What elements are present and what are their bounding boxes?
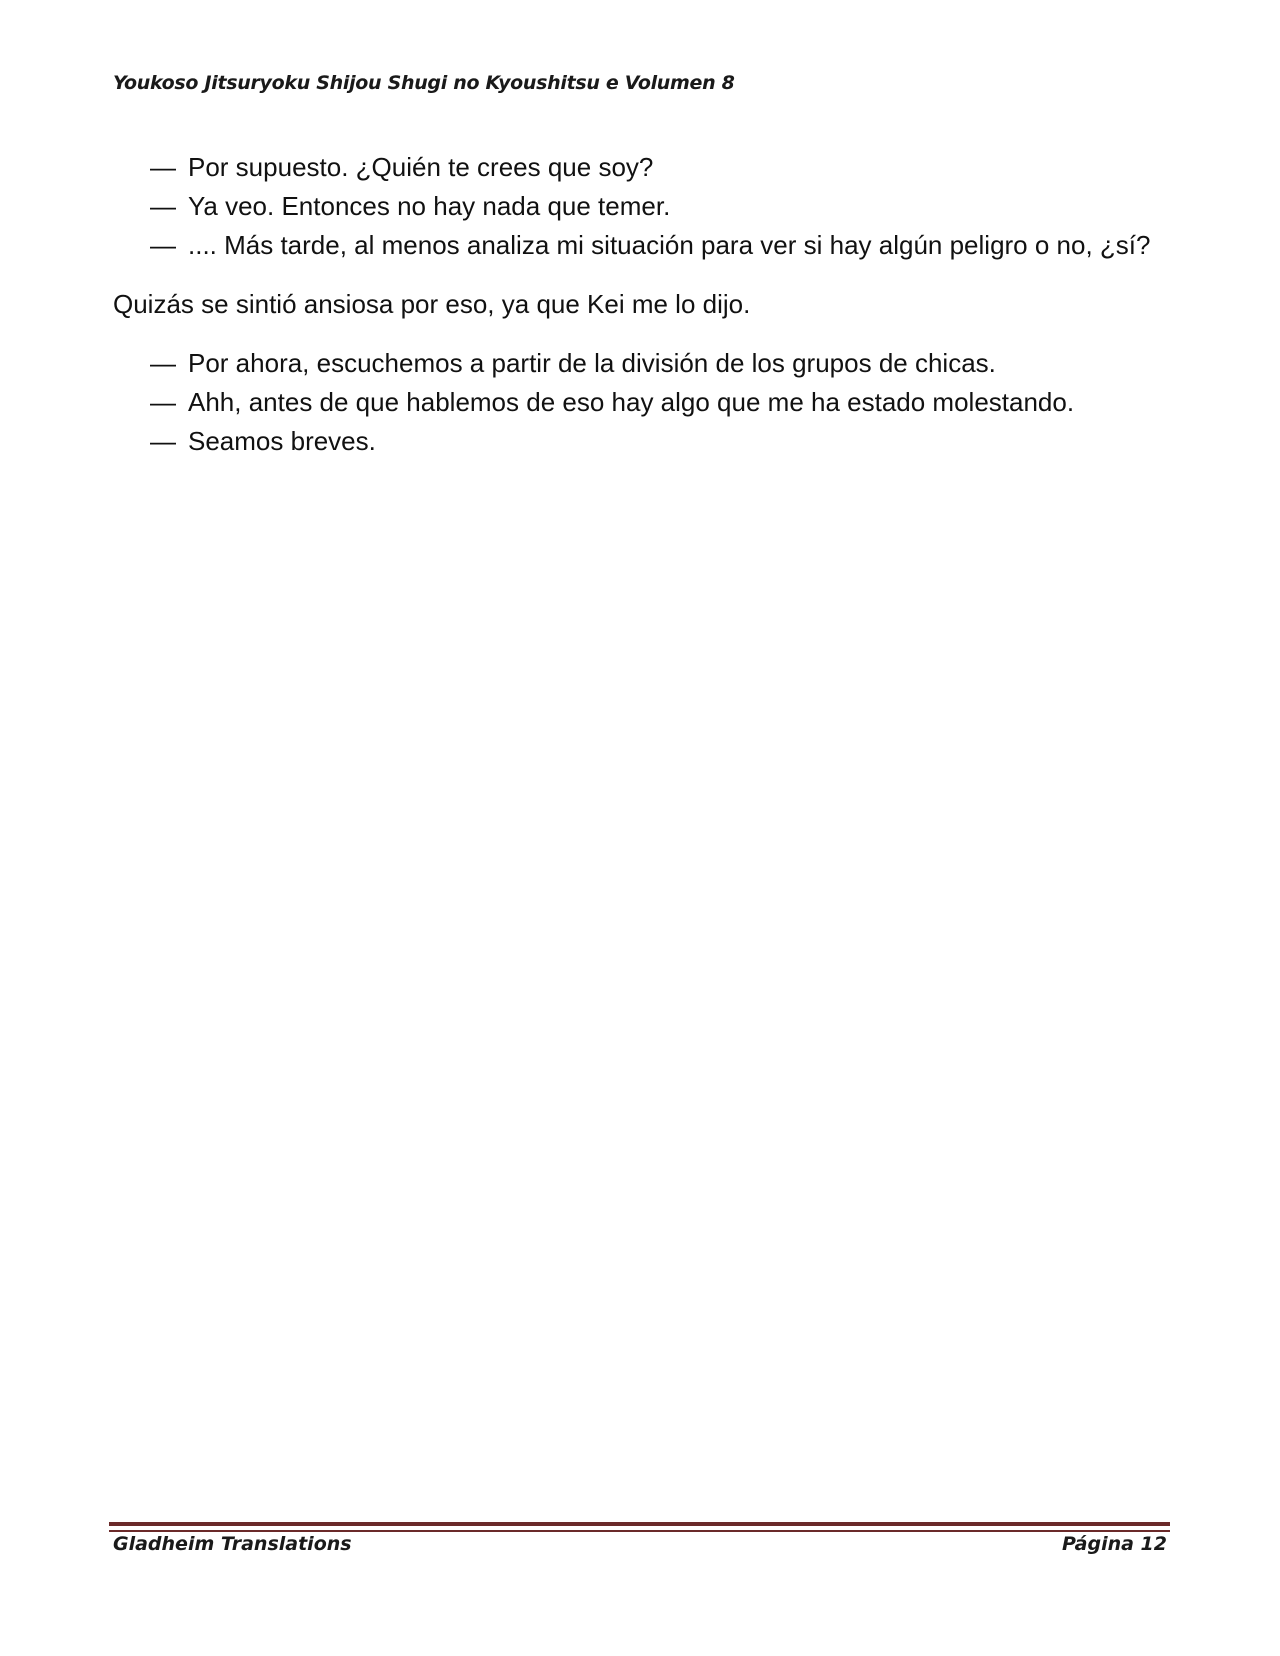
dialogue-text: Seamos breves. <box>188 426 376 456</box>
header-title: Youkoso Jitsuryoku Shijou Shugi no Kyoushitsu e Volumen 8 <box>113 72 735 94</box>
dialogue-line <box>113 187 1165 226</box>
dialogue-text: Ahh, antes de que hablemos de eso hay algo que me ha estado molestando. <box>188 387 1075 417</box>
dialogue-dash: — <box>150 191 176 221</box>
dialogue-dash: — <box>150 230 176 260</box>
footer-credit: Gladheim Translations <box>113 1533 352 1555</box>
dialogue-dash: — <box>150 348 176 378</box>
dialogue-line <box>113 344 1165 383</box>
narration-paragraph: Quizás se sintió ansiosa por eso, ya que Kei me lo dijo. <box>113 289 751 319</box>
dialogue-line <box>113 422 1165 461</box>
dialogue-line <box>113 226 1165 265</box>
footer-rule-thin <box>109 1530 1170 1532</box>
dialogue-text: .... Más tarde, al menos analiza mi situación para ver si hay algún peligro o no, ¿sí? <box>188 230 1151 260</box>
page-number: Página 12 <box>1061 1533 1167 1555</box>
dialogue-text: Por supuesto. ¿Quién te crees que soy? <box>188 152 654 182</box>
dialogue-block-1 <box>113 148 1165 265</box>
dialogue-dash: — <box>150 387 176 417</box>
dialogue-dash: — <box>150 426 176 456</box>
dialogue-line <box>113 383 1165 422</box>
footer-rule-thick <box>109 1522 1170 1526</box>
dialogue-text: Ya veo. Entonces no hay nada que temer. <box>188 191 671 221</box>
page-body <box>113 148 1165 461</box>
dialogue-block-2 <box>113 344 1165 461</box>
dialogue-line <box>113 148 1165 187</box>
dialogue-dash: — <box>150 152 176 182</box>
dialogue-text: Por ahora, escuchemos a partir de la división de los grupos de chicas. <box>188 348 996 378</box>
